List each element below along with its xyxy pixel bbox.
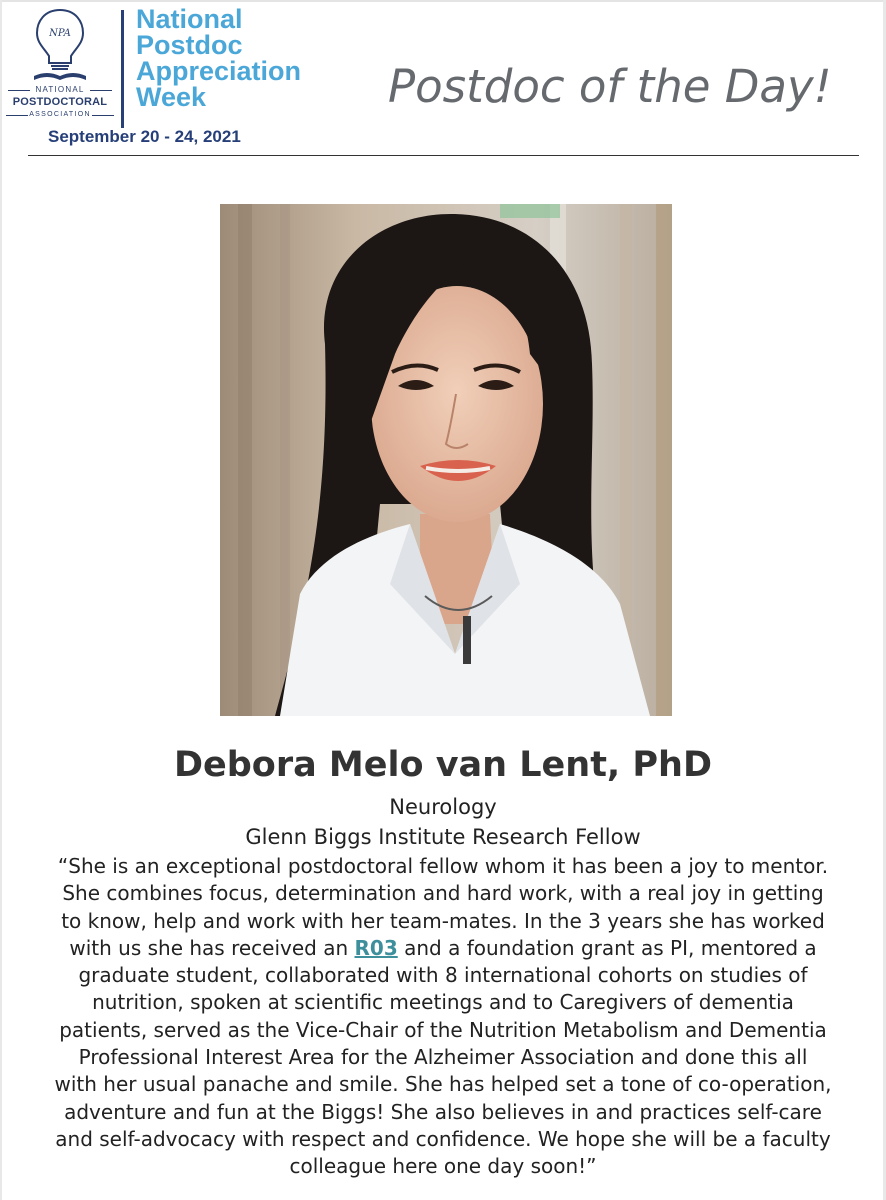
- fellow-department: Neurology: [389, 795, 497, 819]
- portrait-illustration: [220, 204, 672, 716]
- quote-line: to know, help and work with her team-mates. In the 3 years she has worked: [61, 908, 825, 933]
- portrait-photo: [220, 204, 672, 716]
- event-dates: September 20 - 24, 2021: [48, 127, 241, 146]
- event-title-line: Appreciation: [136, 56, 302, 86]
- logo-line-national: NATIONAL: [35, 85, 85, 94]
- logo-line-association: ASSOCIATION: [29, 111, 91, 118]
- quote-line: adventure and fun at the Biggs! She also believes in and practices self-care: [64, 1099, 822, 1124]
- quote-line: nutrition, spoken at scientific meetings and to Caregivers of dementia: [92, 990, 794, 1015]
- quote-text: with us she has received an: [69, 935, 355, 960]
- logo-line-postdoctoral: POSTDOCTORAL: [12, 96, 108, 108]
- event-title-line: National: [136, 4, 243, 34]
- logo-divider: [121, 10, 124, 128]
- quote-line: [0, 935, 886, 962]
- page-headline: Postdoc of the Day!: [388, 60, 832, 113]
- logo-org-name: [4, 86, 116, 118]
- lightbulb-icon: [4, 6, 116, 86]
- quote-line: graduate student, collaborated with 8 international cohorts on studies of: [78, 963, 808, 988]
- quote-line: “She is an exceptional postdoctoral fellow whom it has been a joy to mentor.: [57, 854, 829, 878]
- mentor-quote: [0, 853, 886, 1181]
- fellow-role: Glenn Biggs Institute Research Fellow: [245, 825, 641, 849]
- quote-line: with her usual panache and smile. She has helped set a tone of co-operation,: [54, 1072, 832, 1097]
- frame-border-top: [0, 0, 886, 2]
- quote-line: and self-advocacy with respect and confidence. We hope she will be a faculty: [55, 1126, 831, 1151]
- bulb-monogram: NPA: [49, 28, 71, 39]
- header-rule: [28, 155, 859, 156]
- event-title: [136, 6, 301, 110]
- quote-line: patients, served as the Vice-Chair of the Nutrition Metabolism and Dementia: [59, 1017, 827, 1042]
- quote-line: She combines focus, determination and hard work, with a real joy in getting: [62, 881, 824, 906]
- event-title-line: Week: [136, 82, 207, 112]
- npa-logo: [4, 6, 116, 124]
- quote-text: and a foundation grant as PI, mentored a: [397, 935, 817, 960]
- fellow-name: Debora Melo van Lent, PhD: [173, 745, 713, 785]
- quote-line: Professional Interest Area for the Alzheimer Association and done this all: [78, 1045, 808, 1070]
- event-title-line: Postdoc: [136, 30, 243, 60]
- r03-link[interactable]: R03: [354, 935, 398, 960]
- quote-line: colleague here one day soon!”: [289, 1154, 597, 1179]
